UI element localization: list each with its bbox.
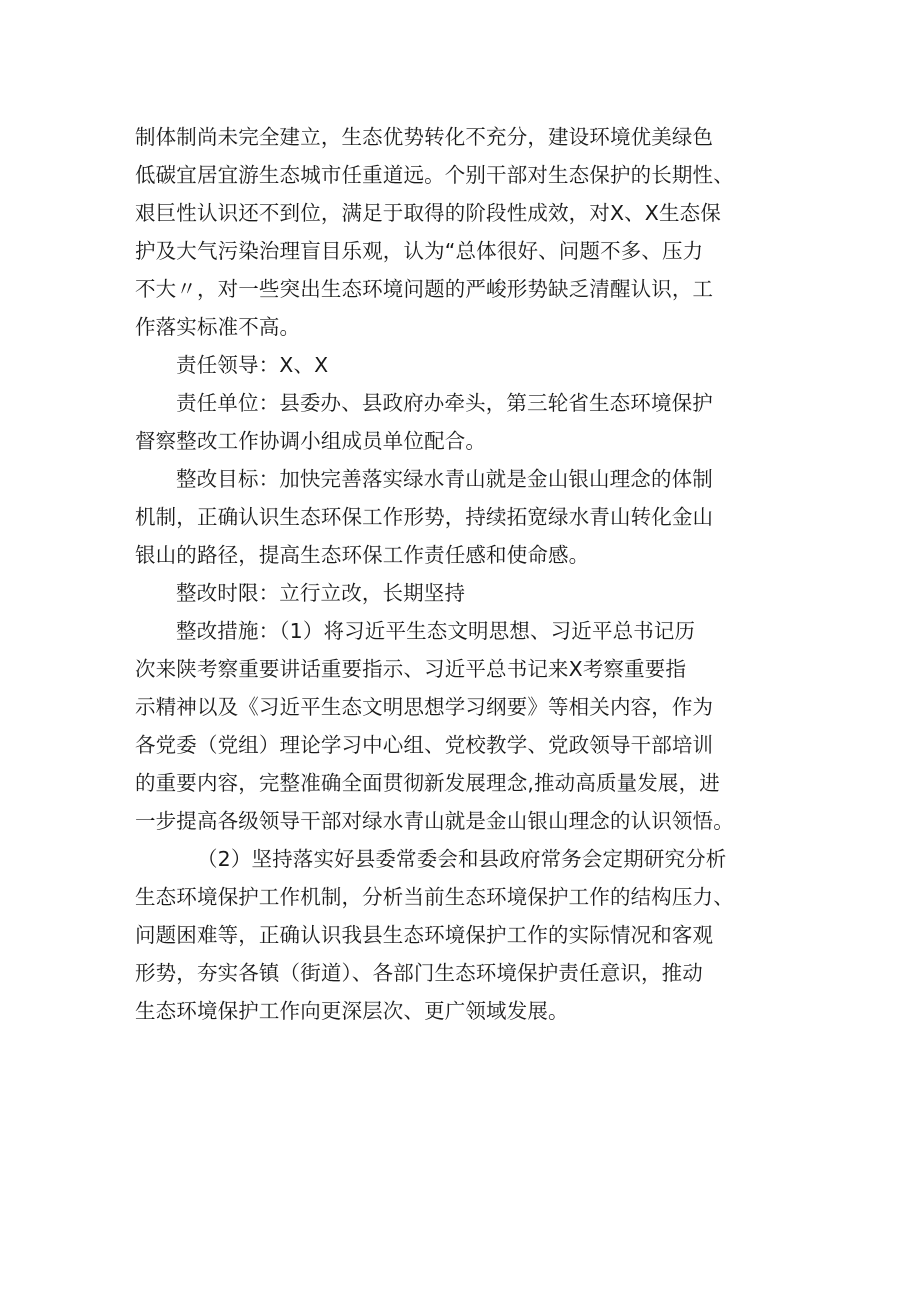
measures-line-2: 次来陕考察重要讲话重要指示、习近平总书记来X考察重要指 — [135, 657, 687, 681]
measures-line-5: 的重要内容，完整准确全面贯彻新发展理念,推动高质量发展，进 — [135, 771, 720, 795]
body-line-2: 低碳宜居宜游生态城市任重道远。个别干部对生态保护的长期性、 — [135, 163, 734, 187]
measure-2-line-3: 问题困难等，正确认识我县生态环境保护工作的实际情况和客观 — [135, 923, 714, 947]
body-line-5: 不大〃，对一些突出生态环境问题的严峻形势缺乏清醒认识，工 — [135, 277, 714, 301]
measure-2-line-2: 生态环境保护工作机制，分析当前生态环境保护工作的结构压力、 — [135, 885, 734, 909]
rectification-measures-line: 整改措施：（1）将习近平生态文明思想、习近平总书记历 — [176, 619, 696, 643]
responsible-unit-line: 责任单位：县委办、县政府办牵头，第三轮省生态环境保护 — [176, 391, 713, 415]
document-body — [135, 118, 795, 1030]
responsible-unit-line-cont: 督察整改工作协调小组成员单位配合。 — [135, 429, 487, 453]
body-line-4: 护及大气污染治理盲目乐观，认为“总体很好、问题不多、压力 — [135, 239, 704, 263]
body-line-3: 艰巨性认识还不到位，满足于取得的阶段性成效，对X、X生态保 — [135, 201, 721, 225]
measure-2-line-4: 形势，夯实各镇（街道）、各部门生态环境保护责任意识，推动 — [135, 961, 703, 985]
rectification-goal-line-2: 机制，正确认识生态环保工作形势，持续拓宽绿水青山转化金山 — [135, 505, 714, 529]
measure-2-line-5: 生态环境保护工作向更深层次、更广领域发展。 — [135, 999, 569, 1023]
responsible-leader-line: 责任领导：X、X — [176, 353, 329, 377]
rectification-goal-line: 整改目标：加快完善落实绿水青山就是金山银山理念的体制 — [176, 467, 713, 491]
measures-line-6: 一步提高各级领导干部对绿水青山就是金山银山理念的认识领悟。 — [135, 809, 734, 833]
body-line-6: 作落实标准不高。 — [135, 315, 301, 339]
measures-line-4: 各党委（党组）理论学习中心组、党校教学、党政领导干部培训 — [135, 733, 714, 757]
body-line-1: 制体制尚未完全建立，生态优势转化不充分，建设环境优美绿色 — [135, 125, 714, 149]
rectification-deadline-line: 整改时限：立行立改，长期坚持 — [176, 581, 466, 605]
rectification-goal-line-3: 银山的路径，提高生态环保工作责任感和使命感。 — [135, 543, 590, 567]
measure-2-line-1: （2）坚持落实好县委常委会和县政府常务会定期研究分析 — [197, 847, 727, 871]
measures-line-3: 示精神以及《习近平生态文明思想学习纲要》等相关内容，作为 — [135, 695, 714, 719]
